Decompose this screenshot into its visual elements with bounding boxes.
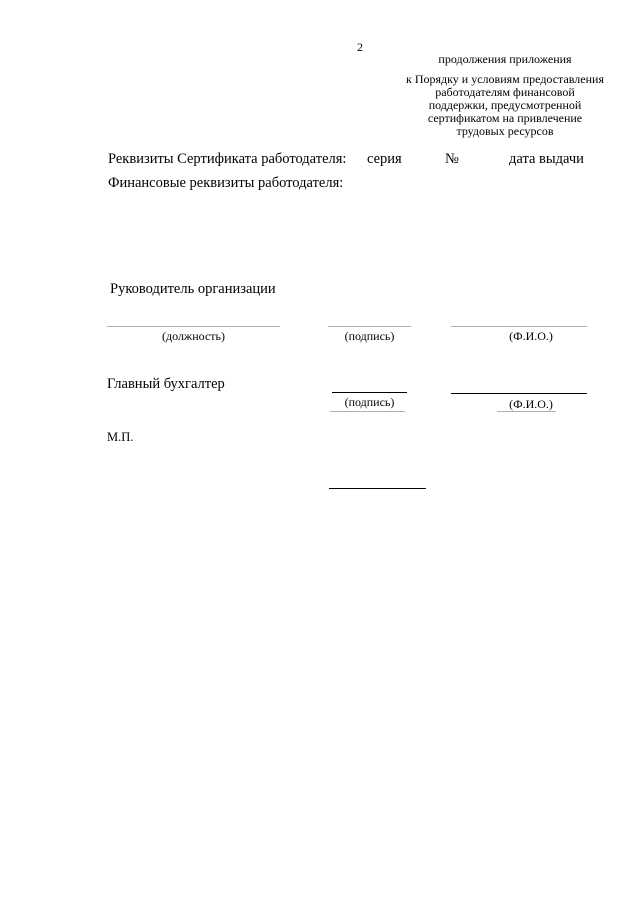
certificate-number-label: № (445, 151, 459, 167)
appendix-line: поддержки, предусмотренной (428, 98, 582, 112)
accountant-name-line (451, 393, 587, 394)
head-signature-caption: (подпись) (344, 329, 395, 343)
page-number: 2 (357, 40, 363, 54)
bottom-separator-line (329, 488, 426, 489)
accountant-signature-caption: (подпись) (344, 395, 395, 409)
appendix-reference (395, 73, 615, 138)
certificate-series-label: серия (367, 151, 402, 167)
financial-details-label: Финансовые реквизиты работодателя: (108, 175, 344, 191)
accountant-title: Главный бухгалтер (107, 376, 225, 392)
appendix-line: трудовых ресурсов (456, 124, 554, 138)
head-name-line (451, 326, 587, 327)
appendix-continuation: продолжения приложения (438, 52, 572, 66)
appendix-line: к Порядку и условиям предоставления (406, 72, 604, 86)
accountant-name-caption: (Ф.И.О.) (509, 397, 553, 411)
head-title: Руководитель организации (110, 281, 276, 297)
position-line (107, 326, 280, 327)
position-caption: (должность) (162, 329, 225, 343)
accountant-signature-underline (330, 411, 405, 412)
certificate-issue-date-label: дата выдачи (509, 151, 584, 167)
appendix-line: работодателям финансовой (435, 85, 575, 99)
head-signature-line (328, 326, 411, 327)
stamp-label: М.П. (107, 430, 134, 444)
accountant-signature-line (332, 392, 407, 393)
accountant-name-underline (497, 411, 556, 412)
head-name-caption: (Ф.И.О.) (509, 329, 553, 343)
appendix-line: сертификатом на привлечение (427, 111, 583, 125)
certificate-details-label: Реквизиты Сертификата работодателя: (108, 151, 347, 167)
